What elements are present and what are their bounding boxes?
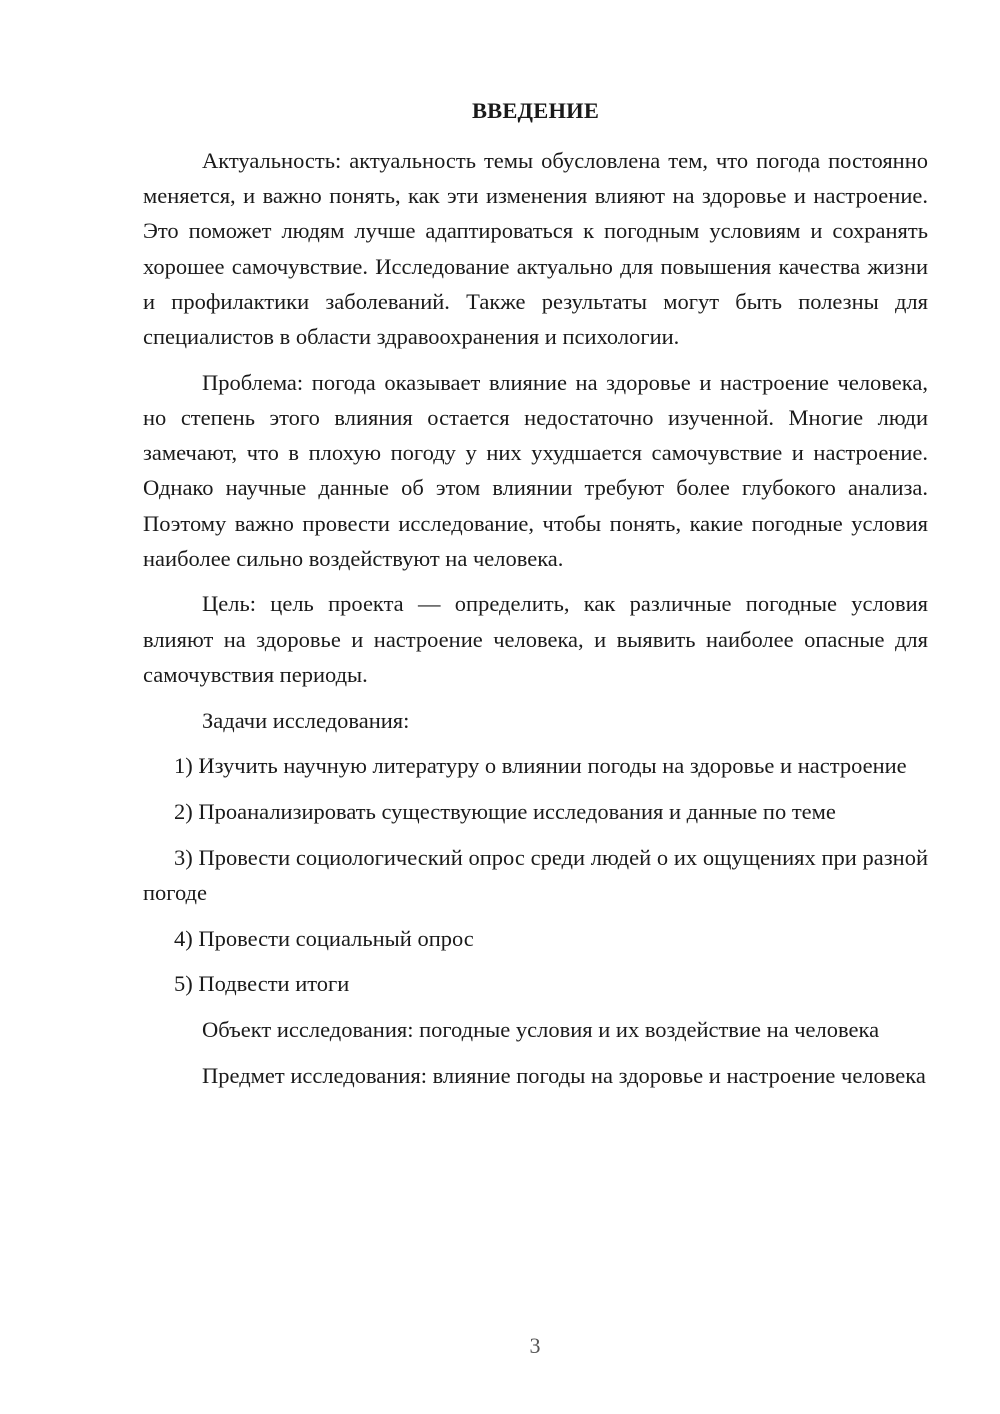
tasks-heading: Задачи исследования: — [202, 707, 410, 733]
problem-paragraph: Проблема: погода оказывает влияние на здоровье и настроение человека, но степень этого влияния остается недостаточно изученной. Многие люди замечают, что в плохую погоду у них ухудшается самочувствие и настроение. Однако научные данные об этом влиянии требуют более глубокого анализа. Поэтому важно провести исследование, чтобы понять, какие погодные условия наиболее сильно воздействуют на человека. — [143, 369, 928, 571]
goal-paragraph: Цель: цель проекта — определить, как различные погодные условия влияют на здоровье и настроение человека, и выявить наиболее опасные для самочувствия периоды. — [143, 591, 928, 687]
page-number: 3 — [529, 1333, 541, 1358]
task-item: 2) Проанализировать существующие исследования и данные по теме — [174, 798, 836, 824]
task-item: 1) Изучить научную литературу о влиянии погоды на здоровье и настроение — [174, 753, 907, 779]
document-page — [143, 88, 928, 1103]
subject-paragraph: Предмет исследования: влияние погоды на здоровье и настроение человека — [202, 1062, 926, 1088]
object-paragraph: Объект исследования: погодные условия и их воздействие на человека — [202, 1016, 880, 1042]
task-item: 3) Провести социологический опрос среди людей о их ощущениях при разной погоде — [143, 844, 928, 905]
section-title: ВВЕДЕНИЕ — [471, 98, 600, 123]
task-item: 4) Провести социальный опрос — [174, 925, 474, 951]
task-item: 5) Подвести итоги — [174, 971, 350, 997]
relevance-paragraph: Актуальность: актуальность темы обусловлена тем, что погода постоянно меняется, и важно понять, как эти изменения влияют на здоровье и настроение. Это поможет людям лучше адаптироваться к погодным условиям и сохранять хорошее самочувствие. Исследование актуально для повышения качества жизни и профилактики заболеваний. Также результаты могут быть полезны для специалистов в области здравоохранения и психологии. — [143, 148, 928, 350]
tasks-list — [143, 748, 928, 1001]
